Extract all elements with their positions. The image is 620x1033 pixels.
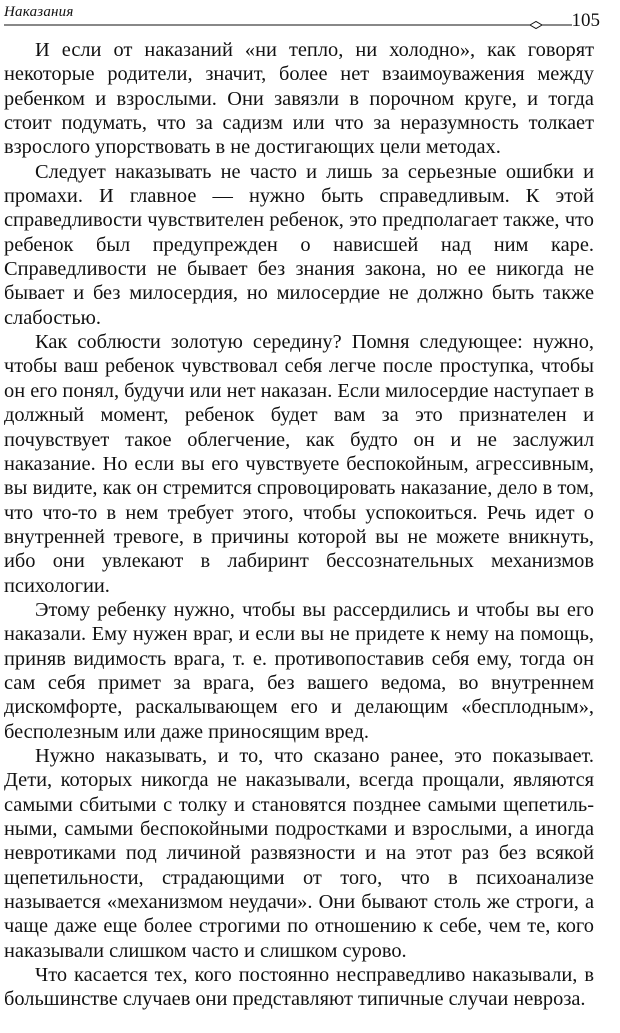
paragraph: Как соблюсти золотую середину? Помня следующее: нужно, чтобы ваш ребенок чувствовал себя легче после проступка, чтобы он его понял, будучи или нет наказан. Если милосердие наступает в должный момент, ребенок будет вам за это признателен и почувствует такое облегчение, как будто он и не заслужил наказание. Но если вы его чувствуете беспокойным, агрессивным, вы видите, как он стремится спровоцировать наказание, дело в том, что что-то в нем требует этого, чтобы успокоиться. Речь идет о внутренней тревоге, в причины которой вы не можете вникнуть, ибо они увлекают в лабиринт бессознательных механизмов психологии. — [4, 331, 595, 597]
running-head: Наказания — [4, 4, 74, 20]
page-number: 105 — [571, 10, 600, 31]
paragraph: Следует наказывать не часто и лишь за серьезные ошибки и промахи. И главное — нужно быть справедливым. К этой справедливости чувствителен ребенок, это предполагает также, что ребенок был предупрежден о нависшей над ним каре. Справедливости не бывает без знания закона, но ее никогда не бывает и без милосердия, но милосердие не должно быть также слабостью. — [4, 160, 594, 329]
body-text — [4, 38, 594, 1012]
paragraph: И если от наказаний «ни тепло, ни холодно», как говорят некоторые родители, значит, более нет взаимоуважения между ребенком и взрослыми. Они завязли в порочном круге, и тогда стоит подумать, что за садизм или что за неразумность толкает взрослого упорствовать в не достигающих цели методах. — [4, 39, 594, 159]
header-rule — [4, 20, 572, 30]
paragraph: Что касается тех, кого постоянно несправедливо наказывали, в большинстве случаев они представляют типичные случаи невроза. — [4, 964, 594, 1011]
paragraph: Этому ребенку нужно, чтобы вы рассердились и чтобы вы его наказали. Ему нужен враг, и если вы не придете к нему на помощь, приняв видимость врага, т. е. противопоставив себя ему, тогда он сам себя примет за врага, без вашего ведома, во внутреннем дискомфорте, раскалывающем его и делающим «бесплодным», бесполезным или даже приносящим вред. — [4, 598, 594, 743]
paragraph: Нужно наказывать, и то, что сказано ранее, это показывает. Дети, которых никогда не наказывали, всегда прощали, являются самыми сбитыми с толку и становятся позднее самыми щепетильными, самыми беспокойными подростками и взрослыми, а иногда невротиками под личиной развязности и на этот раз без всякой щепетильности, страдающими от того, что в психоанализе называется «механизмом неудачи». Они бывают столь же строги, а чаще даже еще более строгими по отношению к себе, чем те, кого наказывали слишком часто и слишком сурово. — [4, 744, 594, 962]
